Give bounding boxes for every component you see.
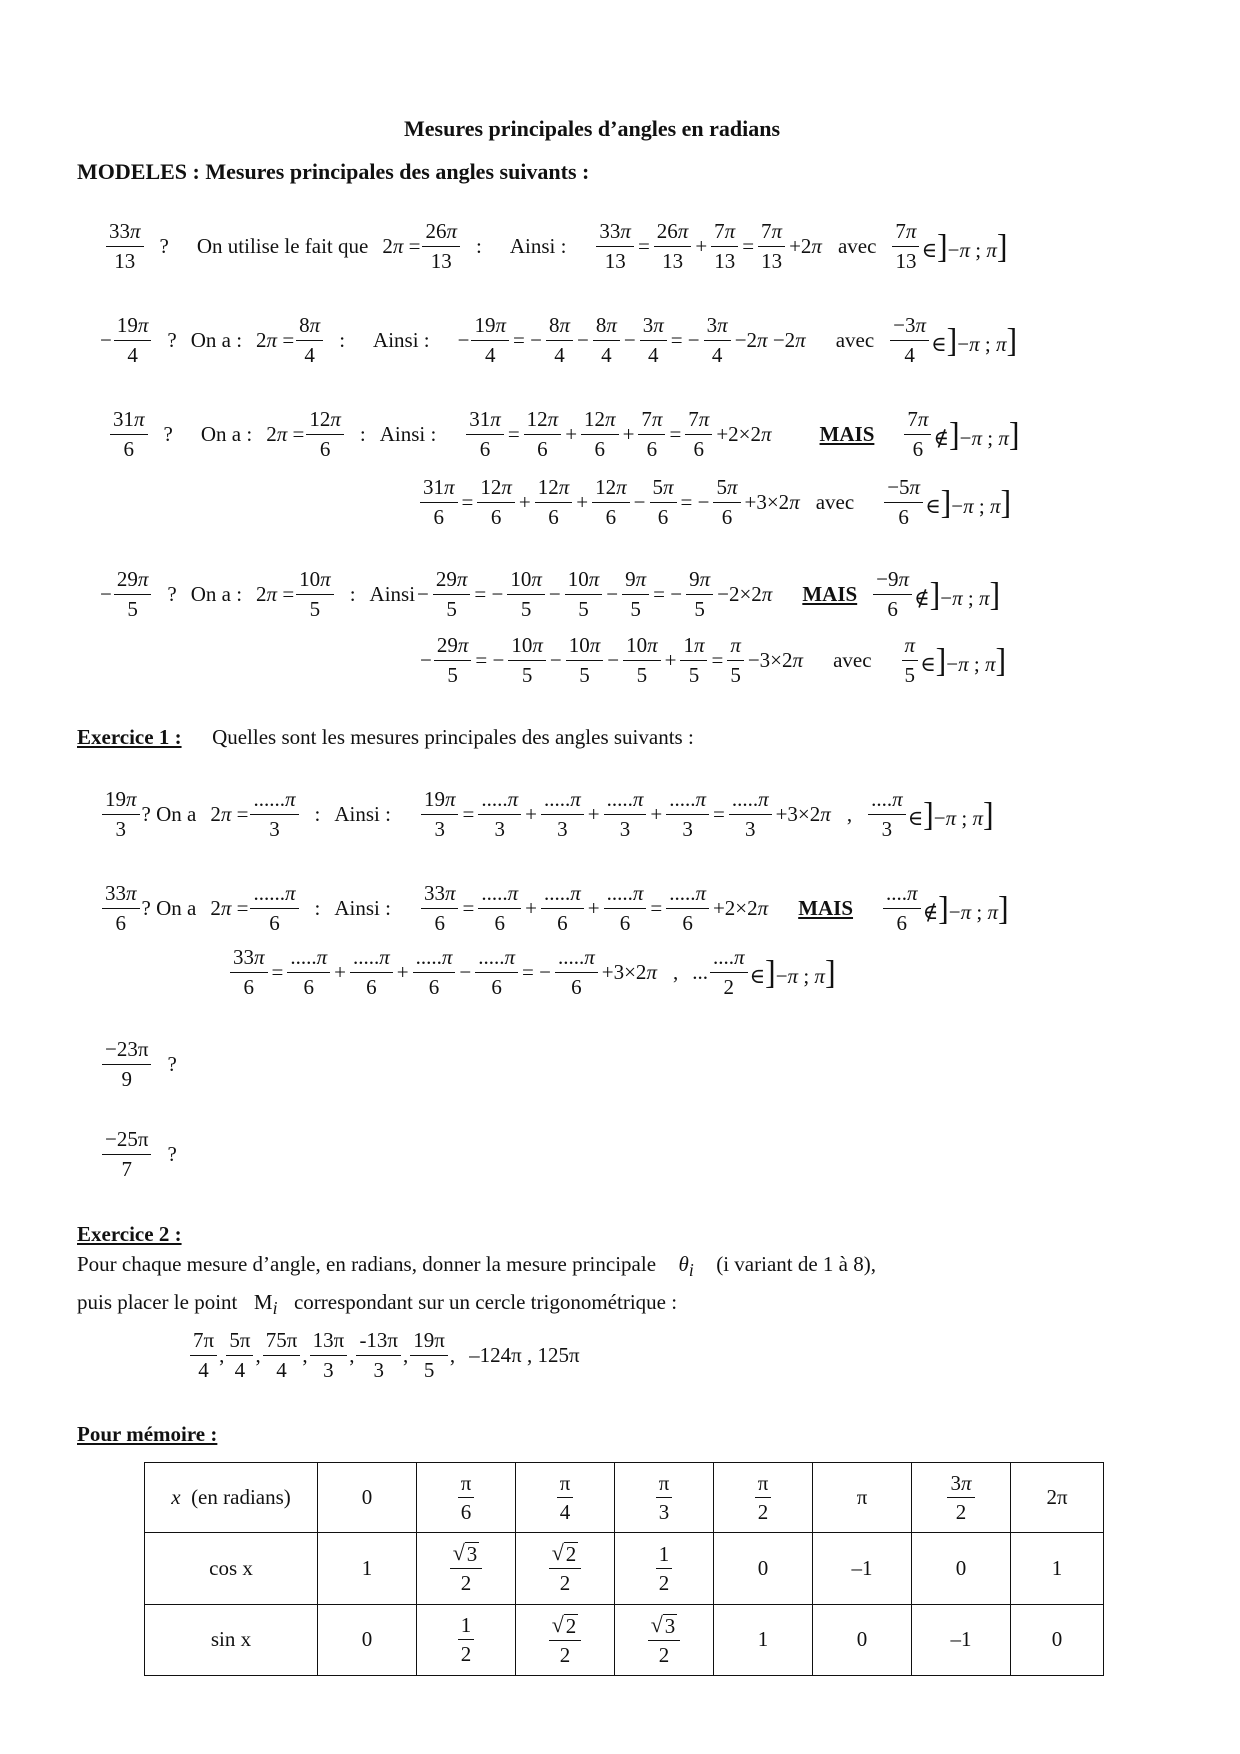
table-cell: 2π <box>1011 1463 1104 1533</box>
ex1-row-2b: $\frac{33\pi}{6}$ = $\frac{.....\pi}{6}$ + $\frac{.....\pi}{6}$ + $\frac{.....\pi}{6}$ − $\frac{.....\pi}{6}$ = − $\frac{.....\pi}{6}$ +3×2π , ... $\frac{....\pi}{2}$ ∈]−π ; π] <box>228 932 836 1012</box>
colon: : <box>339 327 346 352</box>
fraction: $\frac{....\pi}{2}$ <box>710 945 748 998</box>
value-fraction: $\frac{5\pi}{4}$ <box>226 1328 253 1381</box>
table-cell: √ 2 2 <box>516 1604 615 1675</box>
fraction: $\frac{10\pi}{5}$ <box>566 633 604 686</box>
fraction: $\frac{19\pi}{3}$ <box>102 787 140 840</box>
fraction: $\frac{.....\pi}{6}$ <box>541 881 584 934</box>
label-on-utilise: On utilise le fait que <box>196 233 369 258</box>
trig-values-table <box>144 1462 1104 1676</box>
fraction: $\frac{.....\pi}{6}$ <box>478 881 521 934</box>
fraction: $\frac{10\pi}{5}$ <box>623 633 661 686</box>
table-cell: $\frac{1}{2}$ <box>615 1533 714 1604</box>
label-ainsi: Ainsi : <box>373 327 430 352</box>
fraction: $\frac{.....\pi}{6}$ <box>350 945 393 998</box>
fraction: $\frac{7\pi}{13}$ <box>758 219 785 272</box>
theta-symbol: θ <box>678 1252 689 1276</box>
table-cell: 1 <box>318 1533 417 1604</box>
fraction: $\frac{-9\pi}{6}$ <box>873 567 912 620</box>
fraction: $\frac{-5\pi}{6}$ <box>884 475 923 528</box>
exercise-2-line-1 <box>77 1252 876 1281</box>
fraction: $\frac{....\pi}{6}$ <box>883 881 921 934</box>
fraction: $\frac{31\pi}{6}$ <box>466 407 504 460</box>
label-on-a: On a : <box>200 421 253 446</box>
label-ainsi: Ainsi : <box>334 895 391 920</box>
fraction: $\frac{29\pi}{5}$ <box>434 633 472 686</box>
question-mark: ? <box>167 581 177 606</box>
fraction: $\frac{12\pi}{6}$ <box>592 475 630 528</box>
label-ainsi: Ainsi <box>369 581 416 606</box>
table-cell: 0 <box>1011 1604 1104 1675</box>
fraction: $\frac{7\pi}{6}$ <box>685 407 712 460</box>
fraction: $\frac{8\pi}{4}$ <box>296 313 323 366</box>
label-ainsi: Ainsi : <box>334 801 391 826</box>
table-cell: √ 3 2 <box>417 1533 516 1604</box>
memo-heading: Pour mémoire : <box>77 1422 218 1446</box>
fraction: $\frac{3\pi}{4}$ <box>640 313 667 366</box>
fraction: $\frac{12\pi}{6}$ <box>306 407 344 460</box>
page-title: Mesures principales d’angles en radians <box>404 116 781 141</box>
fraction: $\frac{33\pi}{6}$ <box>102 881 140 934</box>
value-fraction: $\frac{-13\pi}{3}$ <box>356 1328 401 1381</box>
ex2-text-end: correspondant sur un cercle trigonométrique : <box>293 1290 678 1314</box>
fraction: $\frac{.....\pi}{6}$ <box>413 945 456 998</box>
table-cell: 0 <box>318 1463 417 1533</box>
colon: : <box>475 233 482 258</box>
fraction: $\frac{.....\pi}{6}$ <box>666 881 709 934</box>
subscript-i: i <box>272 1298 278 1319</box>
fraction: $\frac{-3\pi}{4}$ <box>890 313 929 366</box>
fraction: $\frac{33\pi}{13}$ <box>106 219 144 272</box>
label-avec: avec <box>815 489 855 514</box>
fraction: $\frac{......\pi}{6}$ <box>250 881 298 934</box>
row-label-x: x (en radians) <box>145 1463 318 1533</box>
table-cell: 0 <box>912 1533 1011 1604</box>
fraction: $\frac{7\pi}{6}$ <box>638 407 665 460</box>
table-cell: 0 <box>714 1533 813 1604</box>
modeles-heading: MODELES : Mesures principales des angles suivants : <box>77 159 590 184</box>
value-tail: –124π , 125π <box>469 1342 580 1367</box>
value-fraction: $\frac{19\pi}{5}$ <box>410 1328 448 1381</box>
fraction: $\frac{-23\pi}{9}$ <box>102 1037 151 1090</box>
table-row-cos <box>145 1533 1104 1604</box>
fraction: $\frac{12\pi}{6}$ <box>477 475 515 528</box>
fraction: $\frac{31\pi}{6}$ <box>420 475 458 528</box>
table-cell: $\frac{1}{2}$ <box>417 1604 516 1675</box>
fraction: $\frac{3\pi}{4}$ <box>704 313 731 366</box>
colon: : <box>314 801 321 826</box>
fraction: $\frac{......\pi}{3}$ <box>250 787 298 840</box>
label-mais: MAIS <box>798 895 854 920</box>
fraction: $\frac{29\pi}{5}$ <box>433 567 471 620</box>
label-mais: MAIS <box>802 581 858 606</box>
table-cell: 1 <box>714 1604 813 1675</box>
colon: : <box>359 421 366 446</box>
table-cell: $\frac{3\pi}{2}$ <box>912 1463 1011 1533</box>
table-cell: 0 <box>813 1604 912 1675</box>
fraction: $\frac{.....\pi}{3}$ <box>729 787 772 840</box>
exercise-1-header <box>77 725 694 750</box>
table-cell: –1 <box>912 1604 1011 1675</box>
model-row-3: $\frac{31\pi}{6}$ ? On a : 2π = $\frac{12\pi}{6}$ : Ainsi : $\frac{31\pi}{6}$ = $\frac{12\pi}{6}$ + $\frac{12\pi}{6}$ + $\frac{7\pi}{6}$ = $\frac{7\pi}{6}$ +2×2π MAIS $\frac{7\pi}{6}$ ∉]−π ; π] <box>108 394 1020 474</box>
fraction: $\frac{5\pi}{6}$ <box>650 475 677 528</box>
fraction: $\frac{.....\pi}{6}$ <box>555 945 598 998</box>
table-row-x <box>145 1463 1104 1533</box>
label-on-a: On a : <box>190 581 243 606</box>
label-ainsi: Ainsi : <box>379 421 437 446</box>
colon: : <box>314 895 321 920</box>
fraction: $\frac{10\pi}{5}$ <box>296 567 334 620</box>
fraction: $\frac{10\pi}{5}$ <box>507 567 545 620</box>
question-mark: ? <box>163 421 173 446</box>
ex1-item-3 <box>100 1024 177 1104</box>
row-label-cos: cos x <box>145 1533 318 1604</box>
ex1-row-2: $\frac{33\pi}{6}$ ? On a 2π = $\frac{......\pi}{6}$ : Ainsi : $\frac{33\pi}{6}$ = $\frac{.....\pi}{6}$ + $\frac{.....\pi}{6}$ + $\frac{.....\pi}{6}$ = $\frac{.....\pi}{6}$ +2×2π MAIS $\frac{....\pi}{6}$ ∉]−π ; π] <box>100 868 1009 948</box>
question-mark: ? <box>167 1141 177 1166</box>
fraction: $\frac{19\pi}{3}$ <box>421 787 459 840</box>
fraction: $\frac{9\pi}{5}$ <box>622 567 649 620</box>
fraction: $\frac{7\pi}{13}$ <box>892 219 919 272</box>
fraction: $\frac{10\pi}{5}$ <box>565 567 603 620</box>
exercise-1-heading: Exercice 1 : <box>77 725 182 749</box>
fraction: $\frac{19\pi}{4}$ <box>114 313 152 366</box>
comma: , <box>846 801 853 826</box>
fraction: $\frac{.....\pi}{3}$ <box>666 787 709 840</box>
fraction: $\frac{33\pi}{13}$ <box>596 219 634 272</box>
model-row-3b: $\frac{31\pi}{6}$ = $\frac{12\pi}{6}$ + $\frac{12\pi}{6}$ + $\frac{12\pi}{6}$ − $\frac{5\pi}{6}$ = − $\frac{5\pi}{6}$ +3×2π avec $\frac{-5\pi}{6}$ ∈]−π ; π] <box>418 462 1011 542</box>
fraction: $\frac{5\pi}{6}$ <box>713 475 740 528</box>
table-cell: 1 <box>1011 1533 1104 1604</box>
fraction: $\frac{8\pi}{4}$ <box>593 313 620 366</box>
fraction: $\frac{.....\pi}{6}$ <box>475 945 518 998</box>
table-cell: $\frac{\pi}{3}$ <box>615 1463 714 1533</box>
fraction: $\frac{33\pi}{6}$ <box>421 881 459 934</box>
fraction: $\frac{12\pi}{6}$ <box>581 407 619 460</box>
fraction: $\frac{31\pi}{6}$ <box>110 407 148 460</box>
fraction: $\frac{1\pi}{5}$ <box>680 633 707 686</box>
ex2-text: puis placer le point <box>77 1290 238 1314</box>
table-cell: √ 2 2 <box>516 1533 615 1604</box>
fraction: $\frac{33\pi}{6}$ <box>230 945 268 998</box>
table-cell: $\frac{\pi}{4}$ <box>516 1463 615 1533</box>
label-ainsi: Ainsi : <box>509 233 567 258</box>
table-cell: $\frac{\pi}{2}$ <box>714 1463 813 1533</box>
fraction: $\frac{29\pi}{5}$ <box>114 567 152 620</box>
fraction: $\frac{\pi}{5}$ <box>727 633 744 686</box>
fraction: $\frac{.....\pi}{6}$ <box>604 881 647 934</box>
label-on-a: On a : <box>190 327 243 352</box>
fraction: $\frac{26\pi}{13}$ <box>654 219 692 272</box>
point-m: M <box>253 1290 273 1314</box>
label-on-a: ? On a <box>141 895 197 920</box>
table-cell: √ 3 2 <box>615 1604 714 1675</box>
subscript-i: i <box>688 1260 694 1281</box>
question-mark: ? <box>159 233 169 258</box>
fraction: $\frac{.....\pi}{3}$ <box>478 787 521 840</box>
value-fraction: $\frac{13\pi}{3}$ <box>310 1328 348 1381</box>
exercise-1-question: Quelles sont les mesures principales des angles suivants : <box>212 725 694 749</box>
fraction: $\frac{9\pi}{5}$ <box>686 567 713 620</box>
fraction: $\frac{26\pi}{13}$ <box>422 219 460 272</box>
ex1-item-4 <box>100 1114 177 1194</box>
label-avec: avec <box>833 647 872 672</box>
fraction: $\frac{.....\pi}{6}$ <box>287 945 330 998</box>
model-row-4: − $\frac{29\pi}{5}$ ? On a : 2π = $\frac{10\pi}{5}$ : Ainsi − $\frac{29\pi}{5}$ = − $\frac{10\pi}{5}$ − $\frac{10\pi}{5}$ − $\frac{9\pi}{5}$ = − $\frac{9\pi}{5}$ −2×2π MAIS $\frac{-9\pi}{6}$ ∉]−π ; π] <box>100 567 1001 621</box>
model-row-2: − $\frac{19\pi}{4}$ ? On a : 2π = $\frac{8\pi}{4}$ : Ainsi : − $\frac{19\pi}{4}$ = − $\frac{8\pi}{4}$ − $\frac{8\pi}{4}$ − $\frac{3\pi}{4}$ = − $\frac{3\pi}{4}$ −2π −2π avec $\frac{-3\pi}{4}$ ∈]−π ; π] <box>100 313 1018 367</box>
fraction: $\frac{10\pi}{5}$ <box>508 633 546 686</box>
fraction: $\frac{7\pi}{6}$ <box>904 407 931 460</box>
question-mark: ? <box>167 1051 177 1076</box>
model-row-1: $\frac{33\pi}{13}$ ? On utilise le fait que 2π = $\frac{26\pi}{13}$ : Ainsi : $\frac{33\pi}{13}$ = $\frac{26\pi}{13}$ + $\frac{7\pi}{13}$ = $\frac{7\pi}{13}$ +2π avec $\frac{7\pi}{13}$ ∈]−π ; π] <box>104 206 1008 286</box>
label-avec: avec <box>835 327 875 352</box>
row-label-sin: sin x <box>145 1604 318 1675</box>
fraction: $\frac{\pi}{5}$ <box>902 633 919 686</box>
fraction: $\frac{....\pi}{3}$ <box>868 787 906 840</box>
table-cell: π <box>813 1463 912 1533</box>
label-on-a: ? On a <box>141 801 197 826</box>
table-cell: 0 <box>318 1604 417 1675</box>
fraction: $\frac{.....\pi}{3}$ <box>604 787 647 840</box>
fraction: $\frac{19\pi}{4}$ <box>471 313 509 366</box>
fraction: $\frac{.....\pi}{3}$ <box>541 787 584 840</box>
colon: : <box>349 581 356 606</box>
fraction: $\frac{-25\pi}{7}$ <box>102 1127 151 1180</box>
exercise-2-values: $\frac{7\pi}{4}$ , $\frac{5\pi}{4}$ , $\frac{75\pi}{4}$ , $\frac{13\pi}{3}$ , $\frac{-13\pi}{3}$ , $\frac{19\pi}{5}$ , –124π , 125π <box>188 1320 580 1390</box>
fraction: $\frac{12\pi}{6}$ <box>535 475 573 528</box>
table-cell: $\frac{\pi}{6}$ <box>417 1463 516 1533</box>
model-row-4b: − $\frac{29\pi}{5}$ = − $\frac{10\pi}{5}$ − $\frac{10\pi}{5}$ − $\frac{10\pi}{5}$ + $\frac{1\pi}{5}$ = $\frac{\pi}{5}$ −3×2π avec $\frac{\pi}{5}$ ∈]−π ; π] <box>420 633 1007 687</box>
table-cell: –1 <box>813 1533 912 1604</box>
label-mais: MAIS <box>819 421 875 446</box>
table-row-sin <box>145 1604 1104 1675</box>
question-mark: ? <box>167 327 177 352</box>
ex2-text-end: (i variant de 1 à 8), <box>716 1252 877 1276</box>
fraction: $\frac{7\pi}{13}$ <box>711 219 738 272</box>
value-fraction: $\frac{75\pi}{4}$ <box>263 1328 301 1381</box>
ex2-text: Pour chaque mesure d’angle, en radians, donner la mesure principale <box>77 1252 657 1276</box>
fraction: $\frac{12\pi}{6}$ <box>524 407 562 460</box>
ex1-row-1: $\frac{19\pi}{3}$ ? On a 2π = $\frac{......\pi}{3}$ : Ainsi : $\frac{19\pi}{3}$ = $\frac{.....\pi}{3}$ + $\frac{.....\pi}{3}$ + $\frac{.....\pi}{3}$ + $\frac{.....\pi}{3}$ = $\frac{.....\pi}{3}$ +3×2π , $\frac{....\pi}{3}$ ∈]−π ; π] <box>100 774 994 854</box>
value-fraction: $\frac{7\pi}{4}$ <box>190 1328 217 1381</box>
exercise-2-heading: Exercice 2 : <box>77 1222 182 1246</box>
comma: , <box>672 959 679 984</box>
fraction: $\frac{8\pi}{4}$ <box>546 313 573 366</box>
exercise-2-line-2 <box>77 1290 677 1319</box>
label-avec: avec <box>837 233 877 258</box>
